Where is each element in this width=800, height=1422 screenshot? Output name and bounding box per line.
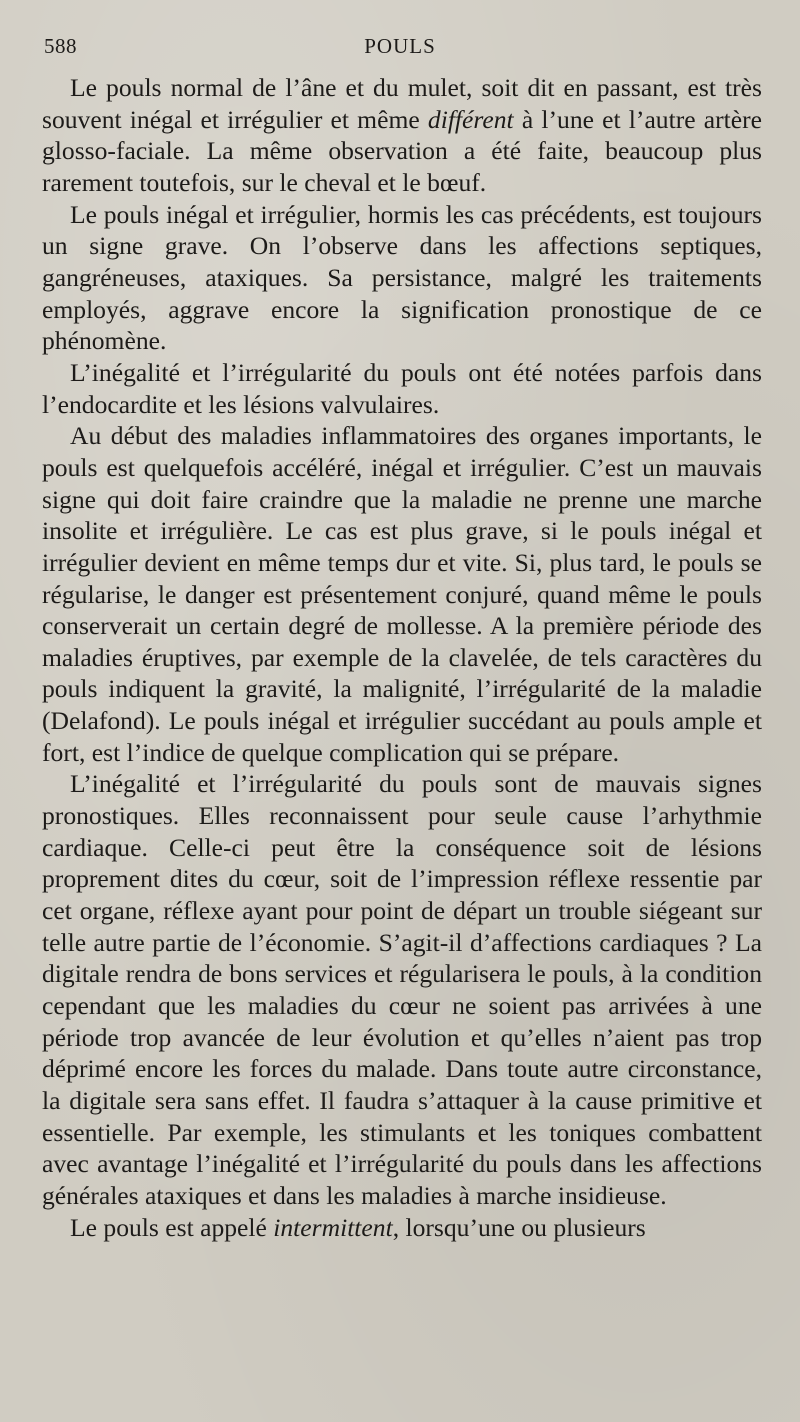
- emphasized-term: intermittent: [273, 1212, 393, 1242]
- paragraph-text: L’inégalité et l’irrégularité du pouls sont de mauvais signes pronostiques. Elles reconnaissent pour seule cause l’arhythmie cardiaque. Celle-ci peut être la conséquence soit de lésions proprement dites du cœur, soit de l’impression réflexe ressentie par cet organe, réflexe ayant pour point de départ un trouble siégeant sur telle autre partie de l’économie. S’agit-il d’affections cardiaques ? La digitale rendra de bons services et régularisera le pouls, à la condition cependant que les maladies du cœur ne soient pas arrivées à une période trop avancée de leur évolution et qu’elles n’aient pas trop déprimé encore les forces du malade. Dans toute autre circonstance, la digitale sera sans effet. Il faudra s’attaquer à la cause primitive et essentielle. Par exemple, les stimulants et les toniques combattent avec avantage l’inégalité et l’irrégularité du pouls dans les affections générales ataxiques et dans les maladies à marche insidieuse.: [42, 769, 762, 1210]
- paragraph: [42, 420, 762, 768]
- paragraph: [42, 199, 762, 357]
- paragraph-text: Le pouls est appelé: [70, 1212, 274, 1242]
- page-number: 588: [44, 34, 77, 58]
- paragraph-text: à l’une et l’autre artère glosso-faciale. La même observation a été faite, beaucoup plus rarement toutefois, sur le cheval et le bœuf.: [42, 104, 763, 197]
- emphasized-term: différent: [427, 104, 514, 134]
- paragraph-text: Au début des maladies inflammatoires des organes importants, le pouls est quelquefois accéléré, inégal et irrégulier. C’est un mauvais signe qui doit faire craindre que la maladie ne prenne une marche insolite et irrégulière. Le cas est plus grave, si le pouls inégal et irrégulier devient en même temps dur et vite. Si, plus tard, le pouls se régularise, le danger est présentement conjuré, quand même le pouls conserverait un certain degré de mollesse. A la première période des maladies éruptives, par exemple de la clavelée, de tels caractères du pouls indiquent la gravité, la malignité, l’irrégularité de la maladie (Delafond). Le pouls inégal et irrégulier succédant au pouls ample et fort, est l’indice de quelque complication qui se prépare.: [42, 421, 762, 767]
- paragraph: [42, 1212, 762, 1244]
- body-text: [42, 72, 762, 1243]
- paragraph-text: Le pouls normal de l’âne et du mulet, soit dit en passant, est très souvent inégal et irrégulier et même: [42, 73, 762, 134]
- paragraph-text: , lorsqu’une ou plusieurs: [392, 1212, 646, 1242]
- paragraph-text: Le pouls inégal et irrégulier, hormis les cas précédents, est toujours un signe grave. On l’observe dans les affections septiques, gangréneuses, ataxiques. Sa persistance, malgré les traitements employés, aggrave encore la signification pronostique de ce phénomène.: [42, 199, 762, 356]
- paragraph-text: L’inégalité et l’irrégularité du pouls ont été notées parfois dans l’endocardite et les lésions valvulaires.: [42, 357, 762, 419]
- running-head: POULS: [364, 34, 436, 58]
- page-header: [40, 30, 760, 64]
- paragraph: [42, 357, 762, 420]
- paragraph: [42, 768, 762, 1211]
- paragraph: [42, 72, 762, 199]
